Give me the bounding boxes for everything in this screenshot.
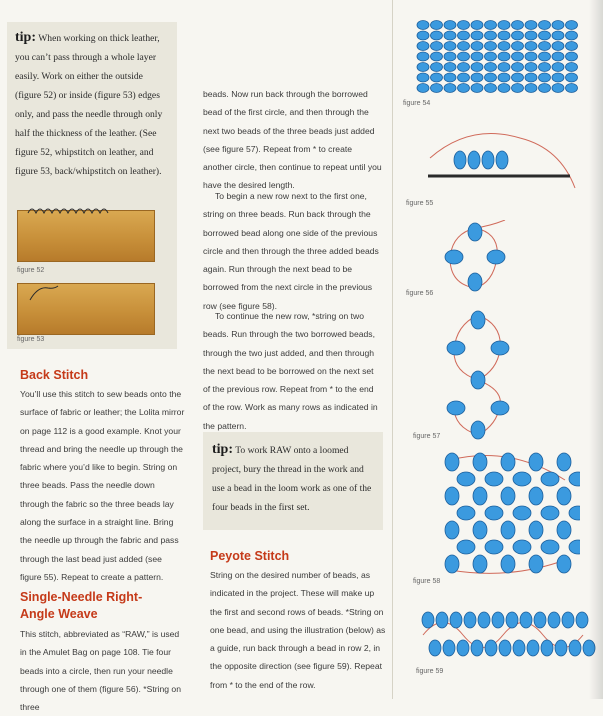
- bead-icon: [473, 453, 487, 471]
- bead-icon: [498, 31, 510, 40]
- bead-icon: [485, 21, 497, 30]
- bead-icon: [512, 21, 524, 30]
- bead-icon: [557, 555, 571, 573]
- bead-icon: [468, 151, 480, 169]
- bead-icon: [445, 487, 459, 505]
- bead-icon: [447, 341, 465, 355]
- back-stitch-heading: Back Stitch: [20, 368, 89, 382]
- figure-58-caption: figure 58: [413, 578, 441, 585]
- bead-icon: [529, 521, 543, 539]
- bead-icon: [541, 506, 559, 520]
- bead-icon: [473, 487, 487, 505]
- bead-icon: [454, 151, 466, 169]
- bead-icon: [496, 151, 508, 169]
- bead-icon: [485, 63, 497, 72]
- bead-icon: [539, 31, 551, 40]
- bead-icon: [512, 63, 524, 72]
- figure-53-leather-illustration: [17, 283, 155, 335]
- bead-icon: [498, 21, 510, 30]
- bead-icon: [499, 640, 511, 656]
- figure-56-raw-circle-illustration: [440, 220, 510, 295]
- bead-icon: [471, 63, 483, 72]
- bead-icon: [458, 52, 470, 61]
- bead-icon: [491, 341, 509, 355]
- bead-icon: [525, 21, 537, 30]
- bead-icon: [443, 640, 455, 656]
- tip-paragraph: [212, 440, 374, 517]
- figure-59-peyote-illustration: [418, 600, 598, 670]
- bead-icon: [566, 73, 578, 82]
- raw-text: This stitch, abbreviated as “RAW,” is used in the Amulet Bag on page 108. Tie four beads into a circle, then run your needle through one of them (figure 56). *String on three: [20, 629, 181, 713]
- figure-54-loom-beads-illustration: [415, 18, 590, 98]
- bead-icon: [557, 521, 571, 539]
- tip-text: To work RAW onto a loomed project, bury the thread in the work and use a bead in the loom work as one of the four beads in the first set.: [212, 445, 372, 513]
- bead-icon: [498, 63, 510, 72]
- bead-icon: [501, 453, 515, 471]
- bead-icon: [539, 84, 551, 93]
- bead-icon: [569, 506, 580, 520]
- bead-icon: [562, 612, 574, 628]
- bead-icon: [444, 63, 456, 72]
- bead-icon: [436, 612, 448, 628]
- bead-icon: [552, 42, 564, 51]
- column-divider: [392, 0, 393, 699]
- bead-icon: [429, 640, 441, 656]
- bead-icon: [478, 612, 490, 628]
- bead-icon: [445, 250, 463, 264]
- figure-52-leather-illustration: [17, 210, 155, 262]
- figure-57-caption: figure 57: [413, 433, 441, 440]
- bead-icon: [417, 52, 429, 61]
- bead-icon: [431, 52, 443, 61]
- bead-icon: [485, 84, 497, 93]
- bead-icon: [457, 472, 475, 486]
- bead-icon: [512, 42, 524, 51]
- bead-icon: [458, 63, 470, 72]
- bead-icon: [513, 506, 531, 520]
- bead-icon: [539, 21, 551, 30]
- bead-icon: [444, 73, 456, 82]
- bead-icon: [450, 612, 462, 628]
- bead-icon: [501, 521, 515, 539]
- bead-icon: [501, 555, 515, 573]
- bead-icon: [527, 640, 539, 656]
- continue-row-paragraph: To continue the new row, *string on two beads. Run through the two borrowed beads, through the two just added, and then through the next bead to be borrowed on the next set of the previous row. Repeat from * to the end of the row. Work as many rows as indicated in the pattern.: [203, 311, 378, 431]
- tip-label: tip:: [15, 30, 36, 45]
- bead-icon: [566, 63, 578, 72]
- bead-icon: [444, 52, 456, 61]
- bead-icon: [555, 640, 567, 656]
- bead-icon: [471, 311, 485, 329]
- bead-icon: [444, 42, 456, 51]
- peyote-heading: Peyote Stitch: [210, 549, 290, 563]
- bead-icon: [468, 273, 482, 291]
- bead-icon: [485, 42, 497, 51]
- bead-icon: [457, 540, 475, 554]
- bead-icon: [501, 487, 515, 505]
- bead-icon: [498, 73, 510, 82]
- bead-icon: [471, 21, 483, 30]
- bead-icon: [485, 52, 497, 61]
- bead-icon: [431, 31, 443, 40]
- bead-icon: [548, 612, 560, 628]
- bead-icon: [471, 84, 483, 93]
- bead-icon: [485, 31, 497, 40]
- bead-icon: [431, 63, 443, 72]
- figure-59-caption: figure 59: [416, 668, 444, 675]
- bead-icon: [445, 453, 459, 471]
- bead-icon: [525, 84, 537, 93]
- bead-icon: [539, 52, 551, 61]
- bead-icon: [569, 472, 580, 486]
- bead-icon: [541, 540, 559, 554]
- bead-icon: [485, 73, 497, 82]
- bead-icon: [464, 612, 476, 628]
- bead-icon: [471, 73, 483, 82]
- bead-icon: [431, 84, 443, 93]
- bead-icon: [498, 42, 510, 51]
- bead-icon: [557, 453, 571, 471]
- bead-icon: [431, 21, 443, 30]
- tip-text: When working on thick leather, you can’t pass through a whole layer easily. Work on either the outside (figure 52) or inside (figure 53) edges only, and pass the needle through only half the thickness of the leather. (See figure 52, whipstitch on leather, and figure 53, back/whipstitch on leather).: [15, 33, 163, 177]
- figure-54-caption: figure 54: [403, 100, 431, 107]
- bead-icon: [566, 84, 578, 93]
- bead-icon: [487, 250, 505, 264]
- bead-icon: [417, 84, 429, 93]
- bead-icon: [512, 31, 524, 40]
- bead-icon: [525, 52, 537, 61]
- bead-icon: [552, 21, 564, 30]
- bead-icon: [552, 63, 564, 72]
- bead-icon: [444, 31, 456, 40]
- bead-icon: [444, 21, 456, 30]
- bead-icon: [552, 31, 564, 40]
- bead-icon: [471, 371, 485, 389]
- bead-icon: [417, 21, 429, 30]
- bead-icon: [447, 401, 465, 415]
- bead-icon: [529, 555, 543, 573]
- bead-icon: [552, 73, 564, 82]
- bead-icon: [566, 31, 578, 40]
- bead-icon: [473, 521, 487, 539]
- bead-icon: [444, 84, 456, 93]
- figure-58-raw-grid-illustration: [440, 450, 580, 580]
- tip-box-raw-loom: [203, 432, 383, 530]
- bead-icon: [576, 612, 588, 628]
- bead-icon: [417, 42, 429, 51]
- bead-icon: [512, 52, 524, 61]
- bead-icon: [485, 640, 497, 656]
- bead-icon: [513, 472, 531, 486]
- bead-icon: [485, 540, 503, 554]
- bead-icon: [498, 52, 510, 61]
- raw-continued-paragraph: beads. Now run back through the borrowed bead of the first circle, and then through the next two beads of the three beads just added (see figure 57). Repeat from * to create another circle, then continue to repeat until you have the desired length.: [203, 89, 382, 191]
- bead-icon: [417, 31, 429, 40]
- bead-icon: [498, 84, 510, 93]
- bead-icon: [471, 421, 485, 439]
- tip-label: tip:: [212, 442, 233, 457]
- bead-icon: [541, 472, 559, 486]
- bead-icon: [471, 52, 483, 61]
- bead-icon: [529, 453, 543, 471]
- figure-55-backstitch-beads-illustration: [420, 128, 585, 203]
- bead-icon: [569, 640, 581, 656]
- back-stitch-text: You’ll use this stitch to sew beads onto the surface of fabric or leather; the Lolita mirror on page 112 is a good example. Knot your thread and bring the needle up through the fabric where you’d like to begin. String on three beads. Pass the needle down through the fabric so the three beads lay along the surface in a straight line. Bring the needle up through the fabric and pass through the last bead just added (see figure 55). Repeat to create a pattern.: [20, 389, 185, 582]
- new-row-paragraph: To begin a new row next to the first one, string on three beads. Run back through the borrowed bead along one side of the previous circle and then through the three added beads again. Run through the next bead to be borrowed from the next circle in the previous row (see figure 58).: [203, 191, 379, 311]
- bead-icon: [458, 84, 470, 93]
- bead-icon: [445, 521, 459, 539]
- backstitch-thread-icon: [28, 284, 68, 304]
- whipstitch-thread-icon: [18, 203, 154, 223]
- bead-icon: [491, 401, 509, 415]
- bead-icon: [431, 42, 443, 51]
- tip-paragraph: [15, 28, 169, 181]
- figure-57-raw-chain-illustration: [440, 310, 520, 440]
- page-edge-shadow: [589, 0, 603, 699]
- bead-icon: [492, 612, 504, 628]
- bead-icon: [552, 84, 564, 93]
- bead-icon: [458, 31, 470, 40]
- bead-icon: [422, 612, 434, 628]
- bead-icon: [445, 555, 459, 573]
- bead-icon: [457, 640, 469, 656]
- bead-icon: [520, 612, 532, 628]
- bead-icon: [525, 31, 537, 40]
- bead-icon: [512, 84, 524, 93]
- bead-icon: [471, 31, 483, 40]
- bead-icon: [473, 555, 487, 573]
- bead-icon: [525, 63, 537, 72]
- bead-icon: [468, 223, 482, 241]
- bead-icon: [417, 63, 429, 72]
- bead-icon: [569, 540, 580, 554]
- bead-icon: [457, 506, 475, 520]
- bead-icon: [539, 63, 551, 72]
- figure-55-caption: figure 55: [406, 200, 434, 207]
- bead-icon: [458, 21, 470, 30]
- bead-icon: [525, 73, 537, 82]
- bead-icon: [431, 73, 443, 82]
- bead-icon: [529, 487, 543, 505]
- bead-icon: [541, 640, 553, 656]
- bead-icon: [506, 612, 518, 628]
- bead-icon: [485, 506, 503, 520]
- peyote-text: String on the desired number of beads, as indicated in the project. These will make up the first and second rows of beads. *String on one bead, and using the illustration (below) as a guide, run back through a bead in row 2, in the opposite direction (see figure 59). Repeat from * to the end of the row.: [210, 570, 386, 690]
- bead-icon: [566, 52, 578, 61]
- bead-icon: [471, 42, 483, 51]
- bead-icon: [539, 73, 551, 82]
- bead-icon: [534, 612, 546, 628]
- bead-icon: [513, 640, 525, 656]
- bead-icon: [458, 73, 470, 82]
- bead-icon: [552, 52, 564, 61]
- bead-icon: [458, 42, 470, 51]
- bead-icon: [417, 73, 429, 82]
- bead-icon: [471, 640, 483, 656]
- bead-icon: [512, 73, 524, 82]
- figure-52-caption: figure 52: [17, 267, 45, 274]
- bead-icon: [485, 472, 503, 486]
- bead-icon: [566, 21, 578, 30]
- bead-icon: [525, 42, 537, 51]
- bead-icon: [539, 42, 551, 51]
- bead-icon: [557, 487, 571, 505]
- figure-56-caption: figure 56: [406, 290, 434, 297]
- bead-icon: [566, 42, 578, 51]
- bead-icon: [513, 540, 531, 554]
- bead-icon: [482, 151, 494, 169]
- figure-53-caption: figure 53: [17, 336, 45, 343]
- raw-heading: Single-Needle Right-Angle Weave: [20, 590, 143, 621]
